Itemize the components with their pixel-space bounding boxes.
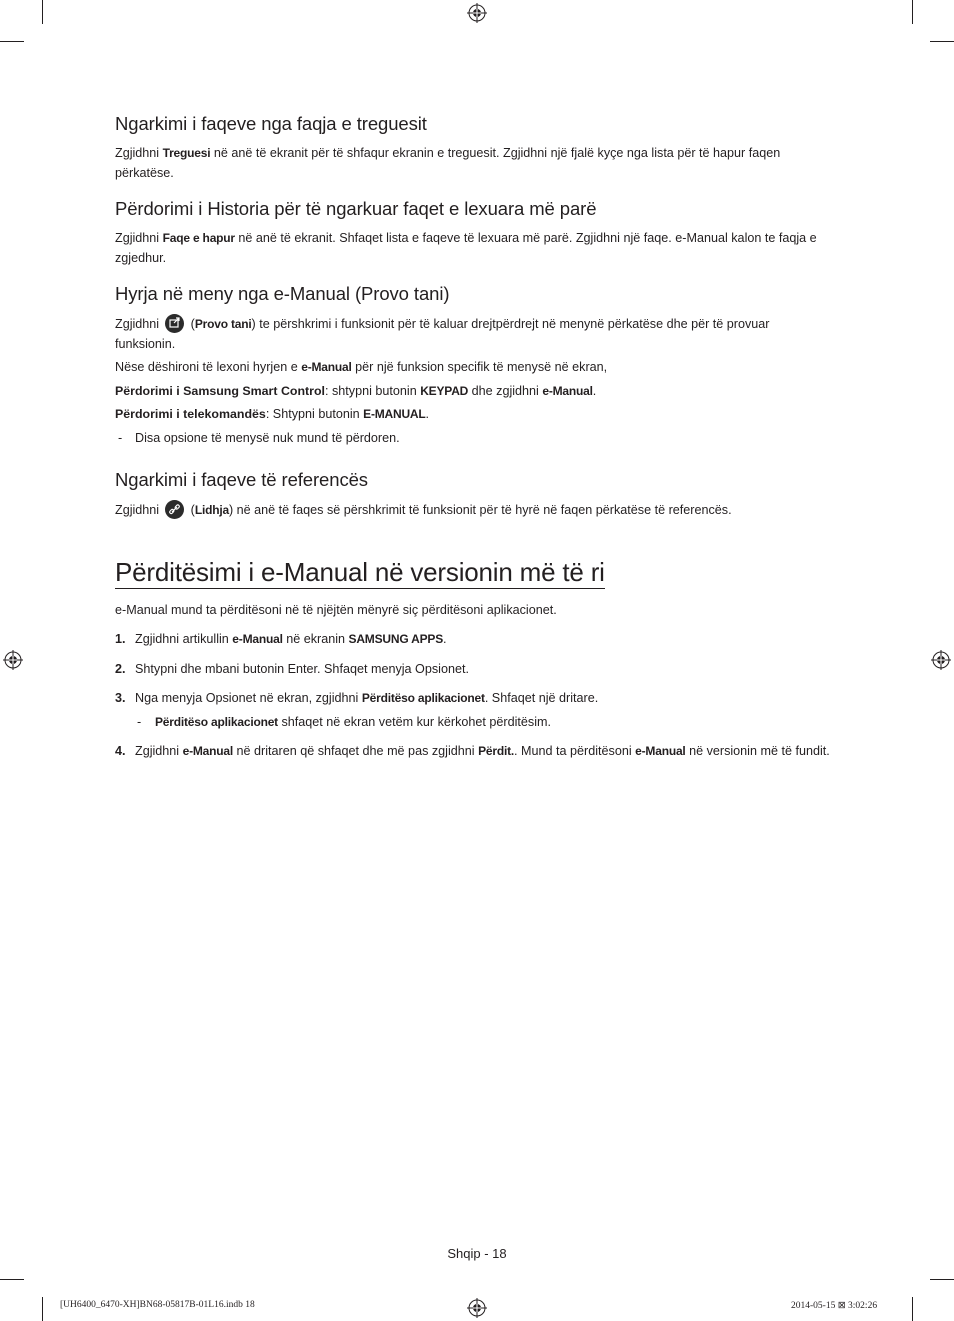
text-run: ( [187, 317, 195, 331]
crop-mark [912, 1297, 913, 1321]
step-number: 4. [115, 744, 126, 758]
ui-term-update: Përdit. [478, 744, 515, 758]
text-run: në versionin më të fundit. [685, 744, 830, 758]
step-3 [115, 689, 830, 709]
step-4 [115, 742, 830, 762]
registration-mark-icon [467, 1298, 487, 1318]
ui-term-update-apps: Përditëso aplikacionet [155, 714, 278, 729]
footer-file-info: [UH6400_6470-XH]BN68-05817B-01L16.indb 18 [60, 1300, 255, 1310]
note-text: shfaqet në ekran vetëm kur kërkohet përditësim. [277, 714, 551, 729]
footer-datetime: 2014-05-15 ⊠ 3:02:26 [791, 1301, 878, 1311]
text-run: për një funksion specifik të menysë në ekran, [351, 360, 608, 374]
section-reference-pages [115, 468, 830, 521]
section-heading: Ngarkimi i faqeve të referencës [115, 469, 368, 490]
ui-term-update-apps: Përditëso aplikacionet [361, 691, 485, 705]
text-run: : Shtypni butonin [265, 407, 364, 421]
text-run: Shtypni dhe mbani butonin Enter. Shfaqet menyja Opsionet. [135, 661, 469, 676]
text-run: Zgjidhni [115, 231, 163, 245]
text-run: . Mund ta përditësoni [514, 744, 636, 758]
try-now-icon [165, 314, 184, 333]
text-run: dhe zgjidhni [468, 383, 543, 398]
text-run: : shtypni butonin [325, 383, 421, 398]
note [115, 429, 830, 449]
crop-mark [0, 1279, 24, 1280]
registration-mark-icon [467, 3, 487, 23]
link-icon [165, 500, 184, 519]
crop-mark [930, 41, 954, 42]
update-intro: e-Manual mund ta përditësoni në të njëjtën mënyrë siç përditësoni aplikacionet. [115, 602, 557, 617]
section-index-pages [115, 112, 830, 183]
page-title: Përditësimi i e-Manual në versionin më të ri [115, 556, 605, 587]
text-run: Zgjidhni [135, 744, 183, 758]
step-3-note [115, 713, 830, 733]
crop-mark [930, 1279, 954, 1280]
section-body [115, 405, 830, 425]
step-number: 1. [115, 632, 126, 646]
section-body [115, 144, 830, 183]
note-dash: - [137, 714, 142, 729]
ui-term-emanual: e-Manual [542, 383, 593, 398]
ui-term-emanual: e-Manual [635, 744, 686, 758]
crop-mark [0, 41, 24, 42]
text-run: në anë të ekranit për të shfaqur ekranin e treguesit. Zgjidhni një fjalë kyçe nga lista për të hapur faqen përkatëse. [115, 146, 781, 180]
section-heading: Përdorimi i Historia për të ngarkuar faqet e lexuara më parë [115, 198, 597, 219]
method-label: Përdorimi i telekomandës [115, 407, 266, 421]
ui-term-index: Treguesi [162, 146, 211, 160]
section-body [115, 382, 830, 402]
text-run: në ekranin [282, 632, 349, 646]
section-body [115, 500, 830, 521]
ui-term-emanual: e-Manual [301, 360, 352, 374]
text-run: Nëse dëshironi të lexoni hyrjen e [115, 360, 302, 374]
button-name-keypad: KEYPAD [420, 383, 469, 398]
text-run: . [425, 407, 430, 421]
ui-term-samsung-apps: SAMSUNG APPS [348, 632, 444, 646]
text-run: ) te përshkrimi i funksionit për të kaluar drejtpërdrejt në menynë përkatëse dhe për të provuar funksionin. [115, 317, 770, 351]
text-run: në anë të ekranit. Shfaqet lista e faqeve të lexuara më parë. Zgjidhni një faqe. e-Manual kalon te faqja e zgjedhur. [115, 231, 817, 265]
registration-mark-icon [3, 650, 23, 670]
crop-mark [42, 1297, 43, 1321]
page-number: Shqip - 18 [447, 1246, 507, 1261]
ui-term-opened-page: Faqe e hapur [162, 231, 235, 245]
section-body [115, 314, 830, 354]
section-heading: Ngarkimi i faqeve nga faqja e treguesit [115, 113, 427, 134]
text-run: ) në anë të faqes së përshkrimit të funksionit për të hyrë në faqen përkatëse të referencës. [228, 503, 732, 517]
note-dash: - [118, 430, 123, 445]
text-run: Zgjidhni artikullin [135, 632, 233, 646]
text-run: ( [187, 503, 195, 517]
ui-term-link: Lidhja [194, 503, 229, 517]
section-history [115, 197, 830, 268]
note-text: Disa opsione të menysë nuk mund të përdoren. [135, 430, 400, 445]
method-label: Përdorimi i Samsung Smart Control [115, 383, 325, 398]
text-run: Zgjidhni [115, 317, 160, 331]
ui-term-emanual: e-Manual [232, 632, 283, 646]
ui-term-try-now: Provo tani [194, 317, 252, 331]
section-body [115, 229, 830, 268]
section-heading: Hyrja në meny nga e-Manual (Provo tani) [115, 283, 450, 304]
crop-mark [42, 0, 43, 24]
text-run: Nga menyja Opsionet në ekran, zgjidhni [135, 691, 362, 705]
text-run: Zgjidhni [115, 146, 163, 160]
manual-page-content [115, 112, 830, 772]
crop-mark [912, 0, 913, 24]
ui-term-emanual: e-Manual [182, 744, 234, 758]
section-body [115, 358, 830, 378]
text-run: Zgjidhni [115, 503, 160, 517]
step-1 [115, 630, 830, 650]
step-2 [115, 660, 830, 680]
registration-mark-icon [931, 650, 951, 670]
text-run: në dritaren që shfaqet dhe më pas zgjidhni [233, 744, 479, 758]
text-run: . Shfaqet një dritare. [484, 691, 599, 705]
text-run: . [443, 632, 447, 646]
step-number: 2. [115, 661, 126, 676]
section-try-now [115, 282, 830, 448]
button-name-emanual: E-MANUAL [363, 407, 426, 421]
step-number: 3. [115, 691, 126, 705]
text-run: . [592, 383, 597, 398]
